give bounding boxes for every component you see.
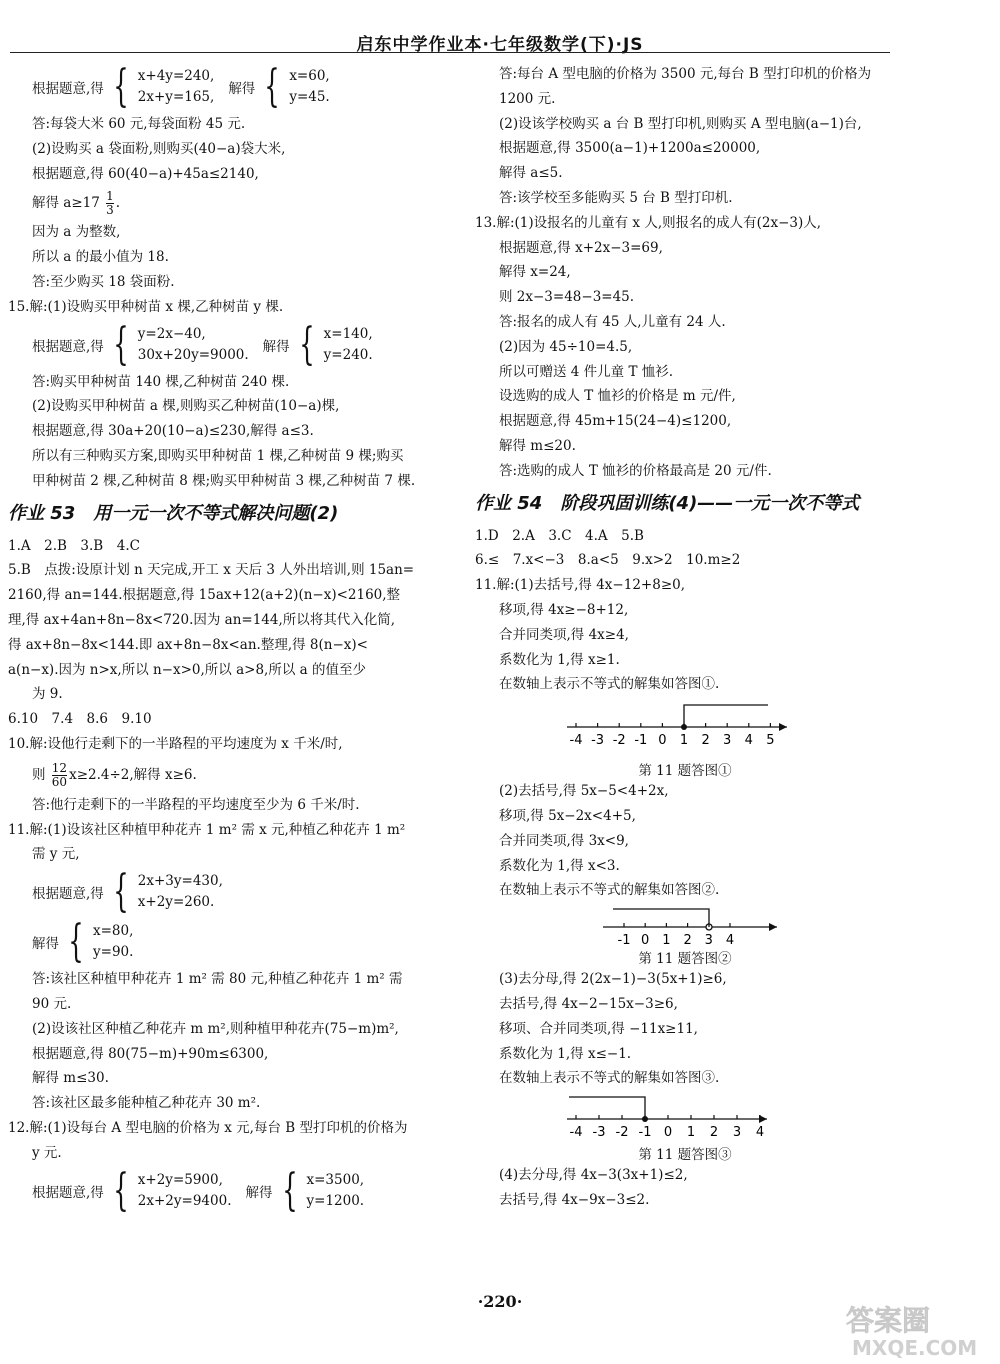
number-line-figure-3 [475,1091,905,1163]
tick-label: -1 [617,933,631,948]
sys-eqs [138,66,215,108]
eq: 2x+y=165, [137,89,215,105]
tick-label: 4 [744,733,753,749]
left-column [8,62,448,1216]
text-line: 11.解:(1)去括号,得 4x−12+8≥0, [475,577,686,594]
text-line: 12.解:(1)设每台 A 型电脑的价格为 x 元,每台 B 型打印机的价格为 [8,1119,408,1136]
text: . [115,195,121,212]
tick-label: -1 [638,1125,652,1141]
svg-text:MXQE.COM: MXQE.COM [852,1336,978,1360]
text-line: 在数轴上表示不等式的解集如答图①. [499,676,720,693]
text-line: 答:选购的成人 T 恤衫的价格最高是 20 元/件. [499,462,772,479]
tick-label: 2 [701,733,710,749]
numerator: 12 [51,760,68,775]
text-line: 去括号,得 4x−2−15x−3≥6, [499,995,678,1012]
text-line: 需 y 元, [32,846,80,863]
text-line: 因为 a 为整数, [32,224,121,241]
tick-label: 3 [704,933,713,948]
text-line: 系数化为 1,得 x≥1. [499,651,620,668]
sys-prefix: 根据题意,得 [32,338,104,355]
denominator: 60 [51,774,68,789]
text-line: 90 元. [32,995,72,1012]
text-line: (2)设购买 a 袋面粉,则购买(40−a)袋大米, [32,140,286,157]
tick-label: 2 [683,933,692,948]
number-line-1 [475,697,895,759]
eq: x+4y=240, [137,68,215,84]
denominator: 3 [106,203,114,218]
sys-eqs [138,1170,232,1212]
text-line [8,757,448,793]
watermark-logo [838,1300,998,1360]
text-line: 13.解:(1)设报名的儿童有 x 人,则报名的成人有(2x−3)人, [475,214,822,231]
sys-prefix: 解得 [32,936,59,953]
text-line: 根据题意,得 3500(a−1)+1200a≤20000, [499,140,761,157]
eq: x=3500, [306,1171,365,1188]
fraction [106,190,114,217]
brace: { [113,61,129,112]
tick-label: 4 [755,1125,765,1141]
text-line: 合并同类项,得 4x≥4, [499,626,629,643]
equation-system [8,867,448,917]
tick-label: -3 [592,1125,606,1141]
sys-results [289,66,329,108]
sys-mid: 解得 [262,338,290,355]
text-line: (2)因为 45÷10=4.5, [499,338,633,355]
number-line-figure-2 [475,903,905,967]
text-line: 为 9. [32,686,63,703]
number-line-figure-1 [475,697,905,779]
tick-label: 1 [662,933,671,948]
text-line: 答:报名的成人有 45 人,儿童有 24 人. [499,313,726,330]
text-line: 在数轴上表示不等式的解集如答图③. [499,1070,720,1087]
text-line: (2)设该社区种植乙种花卉 m m²,则种植甲种花卉(75−m)m², [32,1020,399,1037]
eq: x+2y=260. [137,894,215,911]
brace: { [113,1164,129,1216]
text-line: 解得 x=24, [499,264,571,281]
sys-results [307,1170,365,1212]
text-line: 答:他行走剩下的一半路程的平均速度至少为 6 千米/时. [32,796,360,813]
text-line: 1.A 2.B 3.B 4.C [8,537,140,554]
text-line: 答:该社区种植甲种花卉 1 m² 需 80 元,种植乙种花卉 1 m² 需 [32,971,403,988]
tick-label: 2 [709,1125,719,1141]
text-line: 系数化为 1,得 x<3. [499,857,620,874]
text-line: 解得 m≤30. [32,1070,109,1087]
text-line: (3)去分母,得 2(2x−1)−3(5x+1)≥6, [499,971,727,988]
text-line: 所以有三种购买方案,即购买甲种树苗 1 棵,乙种树苗 9 棵;购买 [32,447,404,464]
tick-label: 5 [766,733,775,749]
figure-caption: 第 11 题答图② [638,951,732,968]
sys-prefix: 根据题意,得 [32,1184,104,1201]
sys-results [324,324,373,366]
eq: y=1200. [306,1192,365,1209]
text-line: 所以可赠送 4 件儿童 T 恤衫. [499,363,674,380]
tick-label: 0 [663,1125,673,1141]
tick-label: 4 [725,933,735,948]
text-line: 根据题意,得 60(40−a)+45a≤2140, [32,165,259,182]
text-line: 得 ax+8n−8x<144.即 ax+8n−8x<an.整理,得 8(n−x)< [8,636,368,653]
tick-label: -1 [634,733,648,749]
text: x≥2.4÷2,解得 x≥6. [69,766,197,783]
text-line: 系数化为 1,得 x≤−1. [499,1045,632,1062]
tick-label: -4 [569,733,583,749]
text-line: 1200 元. [499,90,556,107]
eq: x+2y=5900, [137,1171,223,1188]
text-line: 则 2x−3=48−3=45. [499,289,635,306]
eq: y=240. [323,346,373,363]
text-line: 5.B 点拨:设原计划 n 天完成,开工 x 天后 3 人外出培训,则 15an= [8,562,415,579]
sys-mid: 解得 [228,81,256,97]
text-line: 6.≤ 7.x<−3 8.a<5 9.x>2 10.m≥2 [475,552,741,569]
text-line: 根据题意,得 45m+15(24−4)≤1200, [499,413,732,430]
text-line: 合并同类项,得 3x<9, [499,832,629,849]
text-line: 所以 a 的最小值为 18. [32,249,169,266]
text-line: 根据题意,得 80(75−m)+90m≤6300, [32,1045,269,1062]
figure-caption: 第 11 题答图① [638,763,732,780]
text-line: 15.解:(1)设购买甲种树苗 x 棵,乙种树苗 y 棵. [8,298,284,315]
brace: { [68,916,84,968]
text-line: a(n−x).因为 n>x,所以 n−x>0,所以 a>8,所以 a 的值至少 [8,661,366,678]
numerator: 1 [106,189,114,204]
eq: 2x+3y=430, [137,873,223,890]
section-title-54: 作业 54 阶段巩固训练(4)——一元一次不等式 [475,492,860,514]
text-line: 去括号,得 4x−9x−3≤2. [499,1191,650,1208]
tick-label: 0 [658,733,667,749]
equation-system [8,62,448,112]
text-line [8,186,448,220]
brace: { [113,318,129,370]
header-rule [10,52,890,53]
eq: 2x+2y=9400. [137,1192,232,1209]
text-line: (2)设购买甲种树苗 a 棵,则购买乙种树苗(10−a)棵, [32,398,340,415]
text-line: (2)设该学校购买 a 台 B 型打印机,则购买 A 型电脑(a−1)台, [499,115,862,132]
page-number: ·220· [477,1292,523,1311]
tick-label: 3 [723,733,732,749]
right-column [475,62,905,1213]
text-line: 移项、合并同类项,得 −11x≥11, [499,1020,698,1037]
text-line: (4)去分母,得 4x−3(3x+1)≤2, [499,1167,688,1184]
eq: y=2x−40, [137,325,206,342]
tick-label: -2 [615,1125,629,1141]
number-line-3 [475,1091,895,1143]
text-line: 根据题意,得 x+2x−3=69, [499,239,663,256]
text-line: 移项,得 4x≥−8+12, [499,601,629,618]
sys-results [93,921,133,963]
text-line: 答:每台 A 型电脑的价格为 3500 元,每台 B 型打印机的价格为 [499,66,872,82]
section-title-53: 作业 53 用一元一次不等式解决问题(2) [8,502,339,524]
tick-label: 1 [686,1125,696,1141]
text-line: 答:至少购买 18 袋面粉. [32,273,175,290]
tick-label: -4 [569,1125,583,1141]
text-line: y 元. [32,1144,62,1161]
sys-prefix: 根据题意,得 [32,81,104,97]
text-line: 10.解:设他行走剩下的一半路程的平均速度为 x 千米/时, [8,735,343,752]
eq: x=60, [289,68,330,84]
sys-prefix: 根据题意,得 [32,886,104,903]
text-line: 理,得 ax+4an+8n−8x<720.因为 an=144,所以将其代入化简, [8,611,396,628]
page-header: 启东中学作业本·七年级数学(下)·JS [356,35,644,55]
eq: y=45. [289,89,330,105]
eq: x=140, [323,325,373,342]
tick-label: 0 [641,933,650,948]
text-line: 答:该学校至多能购买 5 台 B 型打印机. [499,189,733,206]
text-line: 甲种树苗 2 棵,乙种树苗 8 棵;购买甲种树苗 3 棵,乙种树苗 7 棵. [32,472,416,489]
text-line: (2)去括号,得 5x−5<4+2x, [499,783,669,800]
brace: { [264,61,281,112]
text: 解得 a≥17 [32,195,100,212]
tick-label: -2 [612,733,626,749]
eq: 30x+20y=9000. [137,346,249,363]
equation-system [8,320,448,370]
text-line: 在数轴上表示不等式的解集如答图②. [499,882,720,899]
text-line: 解得 a≤5. [499,165,563,182]
text-line: 11.解:(1)设该社区种植甲种花卉 1 m² 需 x 元,种植乙种花卉 1 m² [8,821,406,838]
eq: y=90. [93,944,134,961]
text-line: 移项,得 5x−2x<4+5, [499,807,636,824]
text-line: 设选购的成人 T 恤衫的价格是 m 元/件, [499,388,736,405]
text-line: 解得 m≤20. [499,437,576,454]
equation-system [8,1166,448,1216]
sys-eqs [138,324,249,366]
brace: { [298,318,315,370]
brace: { [113,866,129,918]
tick-label: 3 [732,1125,742,1141]
sys-mid: 解得 [245,1184,273,1201]
text: 则 [32,766,46,783]
text-line: 答:该社区最多能种植乙种花卉 30 m². [32,1095,261,1112]
equation-system [8,917,448,967]
tick-label: -3 [591,733,605,749]
text-line: 1.D 2.A 3.C 4.A 5.B [475,527,644,544]
text-line: 2160,得 an=144.根据题意,得 15ax+12(a+2)(n−x)<2160,整 [8,587,401,604]
number-line-2 [475,903,895,947]
text-line: 答:购买甲种树苗 140 棵,乙种树苗 240 棵. [32,373,290,390]
tick-label: 1 [679,733,689,749]
svg-text:答案圈: 答案圈 [846,1304,931,1337]
sys-eqs [138,871,223,913]
brace: { [281,1164,298,1216]
fraction [52,762,67,789]
figure-caption: 第 11 题答图③ [638,1147,732,1164]
text-line: 答:每袋大米 60 元,每袋面粉 45 元. [32,116,246,132]
text-line: 6.10 7.4 8.6 9.10 [8,711,152,728]
eq: x=80, [93,923,134,940]
text-line: 根据题意,得 30a+20(10−a)≤230,解得 a≤3. [32,423,314,440]
